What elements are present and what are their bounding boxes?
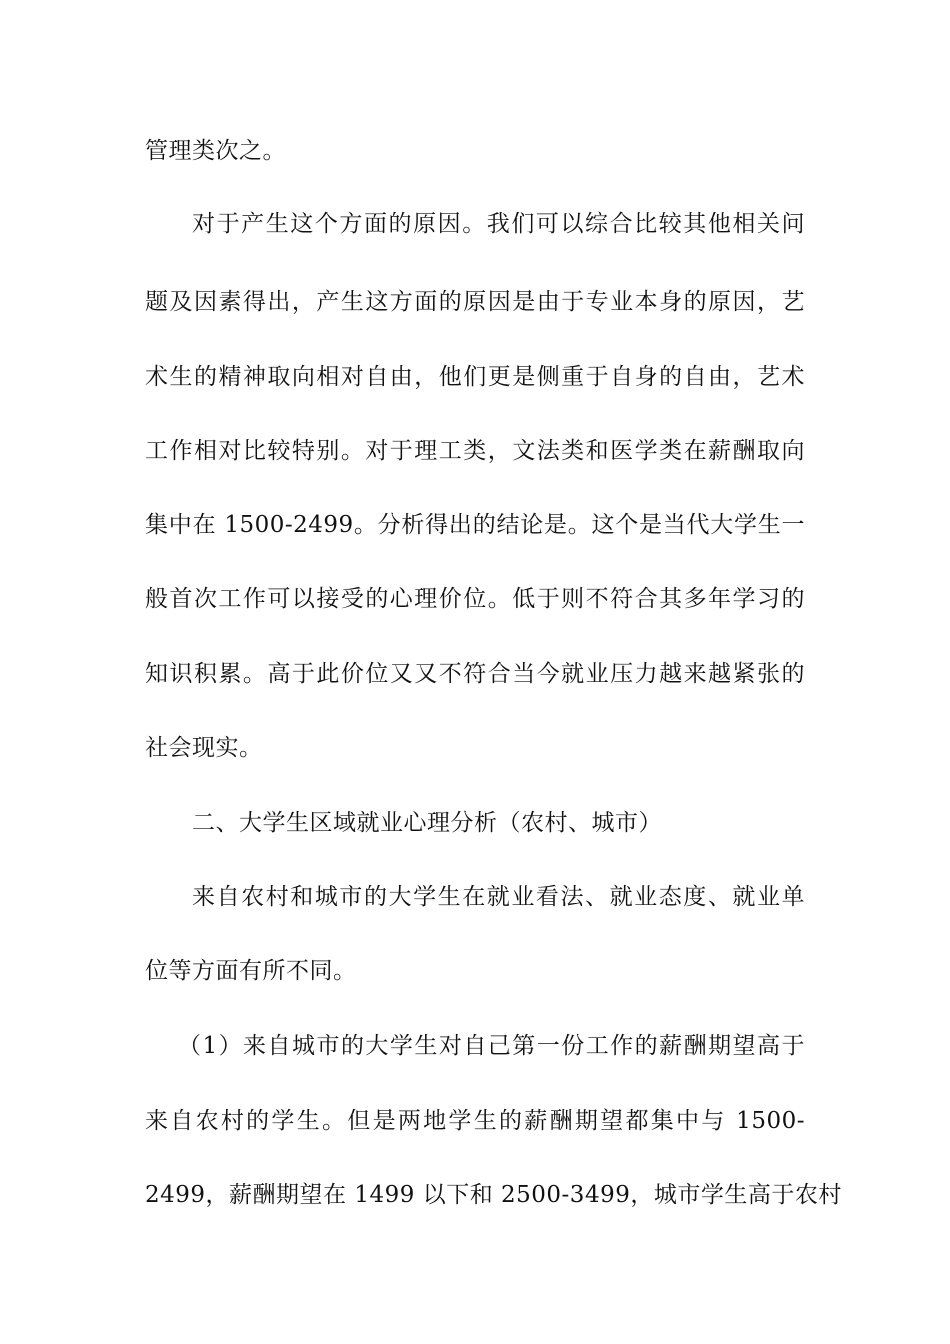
numbered-item-first-line: （1）来自城市的大学生对自己第一份工作的薪酬期望高于	[178, 1033, 805, 1059]
text-line: 知识积累。高于此价位又又不符合当今就业压力越来越紧张的	[145, 661, 805, 687]
paragraph-first-line: 来自农村和城市的大学生在就业看法、就业态度、就业单	[192, 884, 805, 910]
text-line: 管理类次之。	[145, 138, 286, 164]
text-line: 集中在 1500-2499。分析得出的结论是。这个是当代大学生一	[145, 512, 805, 538]
text-line: 工作相对比较特别。对于理工类，文法类和医学类在薪酬取向	[145, 438, 805, 464]
text-line: 来自农村的学生。但是两地学生的薪酬期望都集中与 1500-	[145, 1108, 805, 1134]
text-line: 术生的精神取向相对自由，他们更是侧重于自身的自由，艺术	[145, 364, 805, 390]
text-line: 位等方面有所不同。	[145, 958, 357, 984]
text-line: 社会现实。	[145, 735, 263, 761]
text-line: 2499，薪酬期望在 1499 以下和 2500-3499，城市学生高于农村	[145, 1182, 842, 1208]
text-line: 题及因素得出，产生这方面的原因是由于专业本身的原因，艺	[145, 289, 805, 315]
text-line: 般首次工作可以接受的心理价位。低于则不符合其多年学习的	[145, 586, 805, 612]
section-heading: 二、大学生区域就业心理分析（农村、城市）	[192, 810, 662, 836]
paragraph-first-line: 对于产生这个方面的原因。我们可以综合比较其他相关问	[192, 211, 805, 237]
